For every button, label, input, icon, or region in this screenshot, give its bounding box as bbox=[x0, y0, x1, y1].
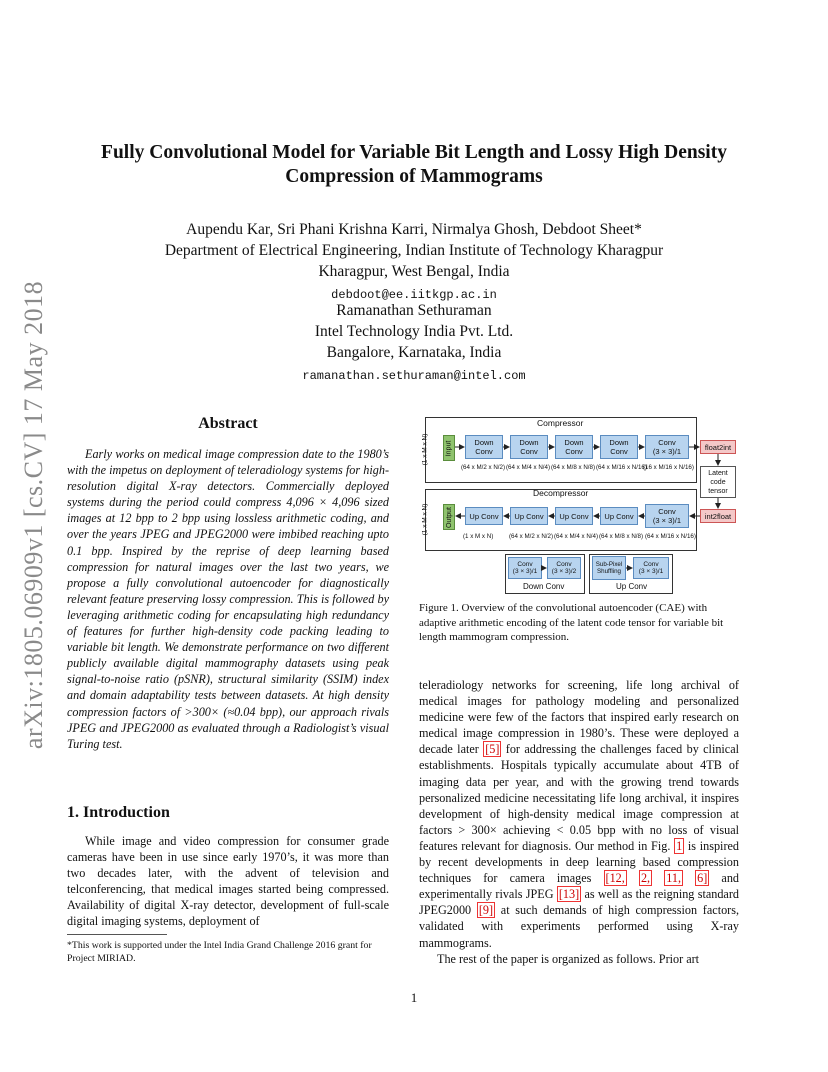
author-block-1 bbox=[70, 219, 758, 306]
footnote-rule bbox=[67, 934, 167, 935]
location-1: Kharagpur, West Bengal, India bbox=[318, 263, 510, 280]
title-line-1: Fully Convolutional Model for Variable Bit Length and Lossy High Density bbox=[101, 142, 727, 163]
authors-2: Ramanathan Sethuraman bbox=[336, 302, 492, 319]
dec-dim-1: (1 x M x N) bbox=[463, 533, 494, 540]
right-paragraph-1 bbox=[419, 677, 739, 951]
department-2: Intel Technology India Pvt. Ltd. bbox=[314, 323, 514, 340]
enc-dim-4: (64 x M/16 x N/16) bbox=[596, 464, 647, 471]
intro-heading: 1. Introduction bbox=[67, 804, 170, 821]
text-run: teleradiology networks for screening, life long archival of medical images for pathology modeling and personalized medicine were few of the factors that inspired early research on medical image compression in 1980’s. These were deployed a decade later bbox=[419, 678, 739, 757]
enc-dim-5: (16 x M/16 x N/16) bbox=[643, 464, 694, 471]
abstract-body bbox=[67, 446, 389, 752]
subpixel-box: Sub-Pixel Shuffling bbox=[592, 556, 626, 580]
dec-conv-kernel: (3 × 3)/1 bbox=[652, 516, 682, 525]
dec-dim-3: (64 x M/4 x N/4) bbox=[554, 533, 599, 540]
intro-body bbox=[67, 833, 389, 930]
input-dim: (1 x M x N) bbox=[421, 433, 429, 466]
enc-dim-1: (64 x M/2 x N/2) bbox=[461, 464, 506, 471]
figure-1 bbox=[419, 414, 739, 597]
legend-conv-kernel-1: (3 × 3)/1 bbox=[512, 568, 538, 575]
dec-dim-5: (64 x M/16 x N/16) bbox=[645, 533, 696, 540]
department-1: Department of Electrical Engineering, Indian Institute of Technology Kharagpur bbox=[164, 242, 664, 259]
figure-caption: Figure 1. Overview of the convolutional autoencoder (CAE) with adaptive arithmetic encoding of the latent code tensor for variable bit length mammogram compression. bbox=[419, 602, 724, 643]
legend-conv-label-2: Conv bbox=[556, 560, 572, 568]
text-run: as well as the reigning standard JPEG2000 bbox=[419, 887, 739, 918]
legend-up-label: Up Conv bbox=[616, 582, 648, 591]
abstract-heading: Abstract bbox=[198, 415, 258, 432]
authors-1: Aupendu Kar, Sri Phani Krishna Karri, Nirmalya Ghosh, Debdoot Sheet* bbox=[186, 221, 642, 238]
citation-5[interactable]: [5] bbox=[485, 742, 500, 757]
dec-dim-4: (64 x M/8 x N/8) bbox=[599, 533, 644, 540]
paper-title bbox=[70, 141, 758, 189]
citation-13[interactable]: [13] bbox=[558, 887, 580, 902]
email-1[interactable]: debdoot@ee.iitkgp.ac.in bbox=[331, 288, 497, 302]
abstract-text: Early works on medical image compression date to the 1980’s with the impetus on deployment of teleradiology systems for high-resolution digital X-ray detectors. Commercially deployed systems during the period could compress 4,096 × 4,096 sized images at 12 bpp to 2 bpp using lossless arithmetic coding, and over the years JPEG and JPEG2000 were imbibed reaching upto 0.1 bpp. Inspired by the reprise of deep learning based compression for natural images over the last two years, we propose a fully convolutional autoencoder for diagnostically relevant feature preserving lossy compression. This is followed by leveraging arithmetic coding for encapsulating high redundancy of features for further high-density code packing leading to variable bit length. We demonstrate performance on two different publicly available digital mammography datasets using peak signal-to-noise ratio (pSNR), structural similarity (SSIM) index and domain adaptability tests between datasets. At high density compression factors of >300× (≈0.04 bpp), our approach rivals JPEG and JPEG2000 as evaluated through a Radiologist’s visual Turing test. bbox=[67, 447, 389, 751]
up-conv-4: Up Conv bbox=[600, 507, 638, 525]
legend-conv-label-3: Conv bbox=[643, 560, 659, 568]
text-run: is inspired by recent developments in deep learning based compression techniques for camera images bbox=[419, 838, 740, 886]
down-conv-1: Down Conv bbox=[465, 435, 503, 459]
arxiv-sidebar bbox=[14, 270, 54, 760]
up-conv-1: Up Conv bbox=[465, 507, 503, 525]
output-label: Output bbox=[445, 506, 453, 528]
intro-text: While image and video compression for consumer grade cameras have been in use since early 1970’s, it was more than two decades later, with the advent of television and telconferencing, that medical images started being compressed. Availability of digital X-ray detector, development of full-scale digital imaging systems, deployment of bbox=[67, 834, 389, 929]
text-run: and experimentally rivals JPEG bbox=[419, 871, 740, 902]
citation-6[interactable]: 6] bbox=[697, 871, 708, 886]
float2int-box: float2int bbox=[700, 440, 736, 454]
decompressor-label: Decompressor bbox=[533, 488, 589, 498]
figure-arrows bbox=[419, 414, 739, 597]
int2float-box: int2float bbox=[700, 509, 736, 523]
dec-dim-2: (64 x M/2 x N/2) bbox=[509, 533, 554, 540]
citation-12[interactable]: [12, bbox=[605, 871, 625, 886]
email-2[interactable]: ramanathan.sethuraman@intel.com bbox=[302, 369, 526, 383]
right-paragraph-2: The rest of the paper is organized as follows. Prior art bbox=[437, 951, 700, 966]
text-run: at such demands of high compression factors, validated with experiments performed using X-ray mammograms. bbox=[419, 903, 740, 950]
down-conv-4: Down Conv bbox=[600, 435, 638, 459]
page-number: 1 bbox=[410, 990, 418, 1005]
citation-11[interactable]: 11, bbox=[666, 871, 681, 886]
citation-9[interactable]: [9] bbox=[478, 903, 494, 918]
input-label: Input bbox=[445, 440, 453, 456]
legend-conv-label-1: Conv bbox=[517, 560, 533, 568]
dec-conv-label: Conv bbox=[658, 507, 676, 516]
citation-2[interactable]: 2, bbox=[640, 871, 651, 886]
right-column-body bbox=[419, 677, 739, 967]
text-run: for addressing the challenges faced by clinical establishments. Hospitals typically accumulate about 4TB of imaging data per year, and with the growing trend towards personalized medicine necessitating life long archival, it inspires development of high-density medical image compression at factors > 300× achieving < 0.05 bpp with no loss of visual features relevant for diagnosis. Our method in Fig. bbox=[419, 742, 740, 853]
legend-down-label: Down Conv bbox=[523, 582, 565, 591]
legend-conv-kernel-2: (3 × 3)/2 bbox=[551, 568, 577, 575]
enc-dim-3: (64 x M/8 x N/8) bbox=[551, 464, 596, 471]
author-block-2 bbox=[70, 300, 758, 387]
down-conv-2: Down Conv bbox=[510, 435, 548, 459]
arxiv-id: arXiv:1805.06909v1 [cs.CV] 17 May 2018 bbox=[19, 280, 48, 750]
up-conv-2: Up Conv bbox=[510, 507, 548, 525]
down-conv-3: Down Conv bbox=[555, 435, 593, 459]
up-conv-3: Up Conv bbox=[555, 507, 593, 525]
footnote: *This work is supported under the Intel India Grand Challenge 2016 grant for Project MIRIAD. bbox=[67, 940, 372, 964]
enc-dim-2: (64 x M/4 x N/4) bbox=[506, 464, 551, 471]
title-line-2: Compression of Mammograms bbox=[285, 166, 543, 187]
output-dim: (1 x M x N) bbox=[421, 503, 429, 536]
latent-box: Latent code tensor bbox=[700, 466, 736, 498]
enc-conv-kernel: (3 × 3)/1 bbox=[652, 447, 682, 456]
legend-conv-kernel-3: (3 × 3)/1 bbox=[638, 568, 664, 575]
compressor-label: Compressor bbox=[537, 418, 584, 428]
location-2: Bangalore, Karnataka, India bbox=[326, 344, 502, 361]
figure-1-ref[interactable]: 1 bbox=[676, 838, 683, 853]
enc-conv-label: Conv bbox=[658, 438, 676, 447]
